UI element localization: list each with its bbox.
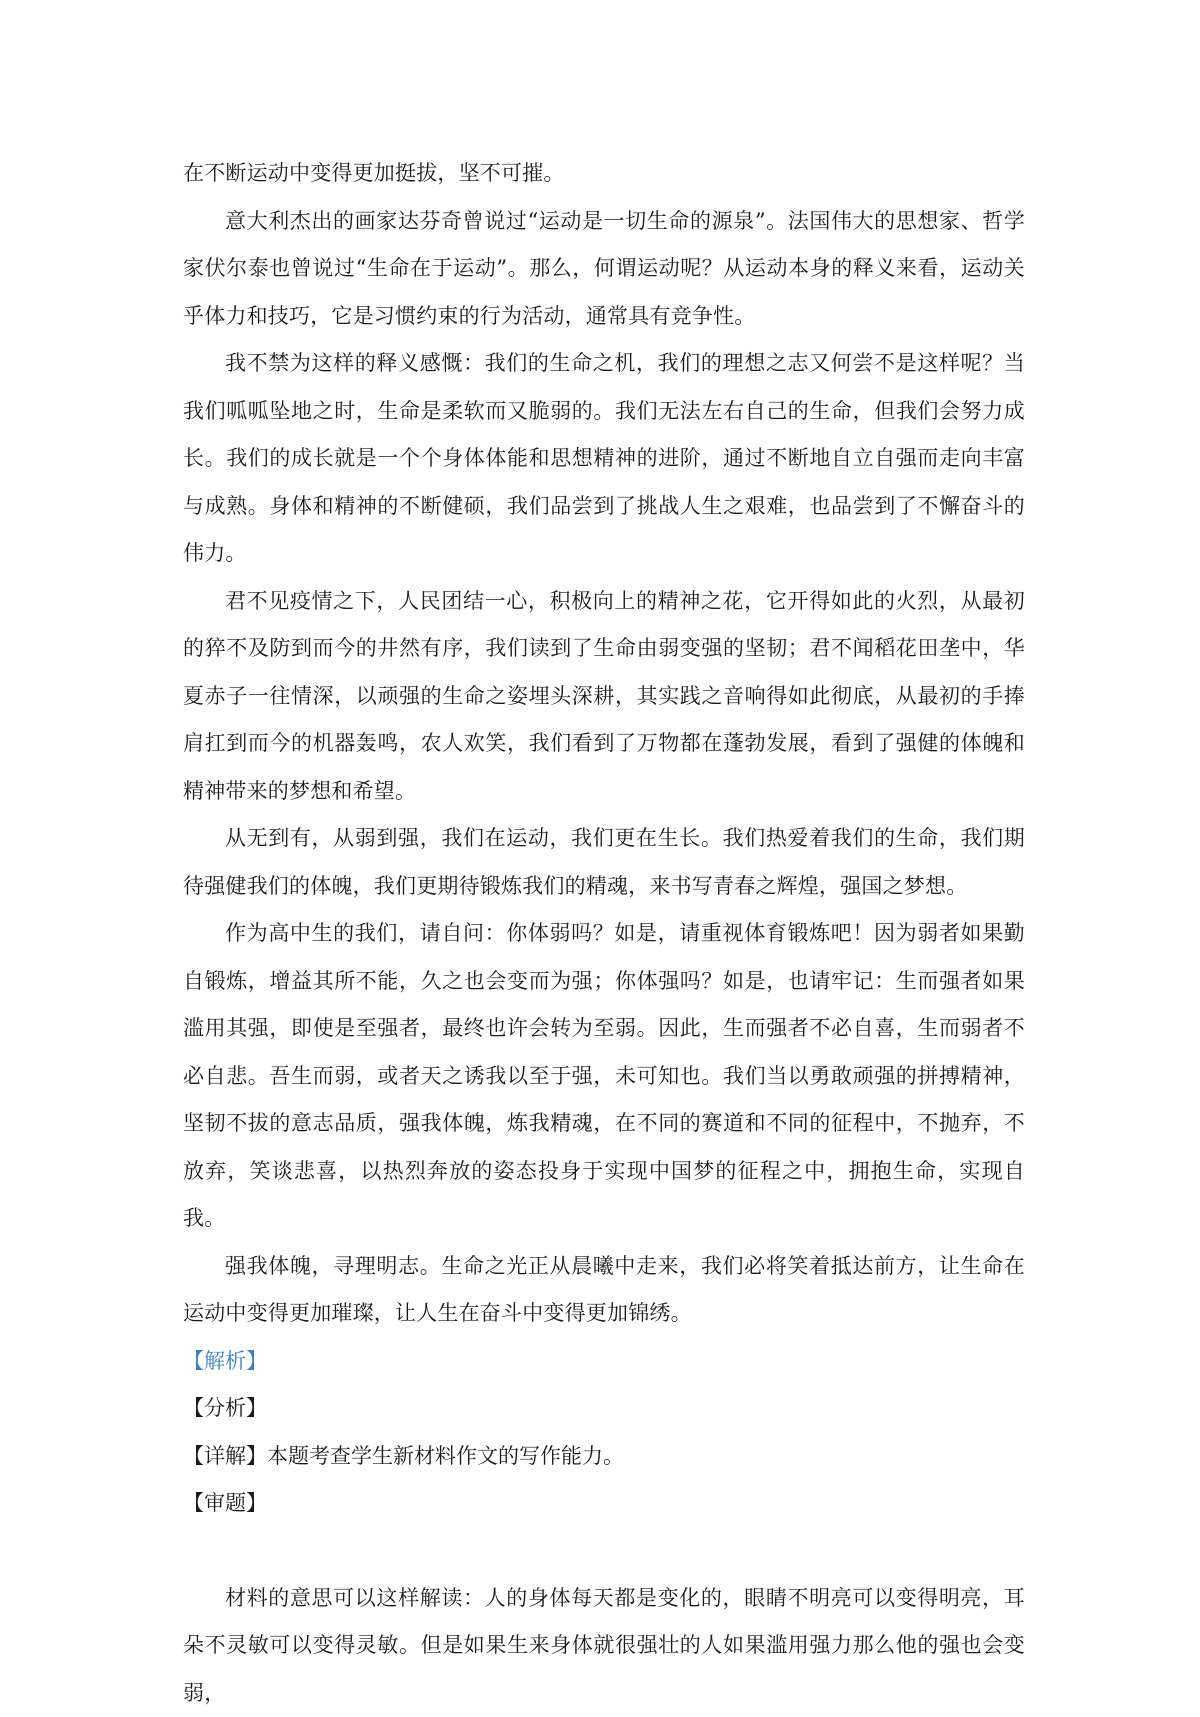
paragraph-conclusion: 强我体魄，寻理明志。生命之光正从晨曦中走来，我们必将笑着抵达前方，让生命在运动中变得更加璀璨，让人生在奋斗中变得更加锦绣。 — [183, 1243, 1025, 1338]
label-shenti: 【审题】 — [183, 1480, 1025, 1528]
paragraph-students: 作为高中生的我们，请自问：你体弱吗？如是，请重视体育锻炼吧！因为弱者如果勤自锻炼，增益其所不能，久之也会变而为强；你体强吗？如是，也请牢记：生而强者如果滥用其强，即使是至强者，最终也许会转为至弱。因此，生而强者不必自喜，生而弱者不必自悲。吾生而弱，或者天之诱我以至于强，未可知也。我们当以勇敢顽强的拼搏精神，坚韧不拔的意志品质，强我体魄，炼我精魂，在不同的赛道和不同的征程中，不抛弃，不放弃，笑谈悲喜，以热烈奔放的姿态投身于实现中国梦的征程之中，拥抱生命，实现自我。 — [183, 910, 1025, 1243]
paragraph-davinci: 意大利杰出的画家达芬奇曾说过“运动是一切生命的源泉”。法国伟大的思想家、哲学家伏尔泰也曾说过“生命在于运动”。那么，何谓运动呢？从运动本身的释义来看，运动关乎体力和技巧，它是习惯约束的行为活动，通常具有竞争性。 — [183, 198, 1025, 341]
paragraph-pandemic: 君不见疫情之下，人民团结一心，积极向上的精神之花，它开得如此的火烈，从最初的猝不及防到而今的井然有序，我们读到了生命由弱变强的坚韧；君不闻稻花田垄中，华夏赤子一往情深，以顽强的生命之姿埋头深耕，其实践之音响得如此彻底，从最初的手捧肩扛到而今的机器轰鸣，农人欢笑，我们看到了万物都在蓬勃发展，看到了强健的体魄和精神带来的梦想和希望。 — [183, 578, 1025, 816]
label-fenxi: 【分析】 — [183, 1385, 1025, 1433]
document-body — [183, 150, 1025, 1717]
paragraph-continuation: 在不断运动中变得更加挺拔，坚不可摧。 — [183, 150, 1025, 198]
label-jiexi: 【解析】 — [183, 1338, 1025, 1386]
paragraph-growth: 从无到有，从弱到强，我们在运动，我们更在生长。我们热爱着我们的生命，我们期待强健我们的体魄，我们更期待锻炼我们的精魂，来书写青春之辉煌，强国之梦想。 — [183, 815, 1025, 910]
spacer — [183, 1528, 1025, 1575]
paragraph-material-analysis: 材料的意思可以这样解读：人的身体每天都是变化的，眼睛不明亮可以变得明亮，耳朵不灵敏可以变得灵敏。但是如果生来身体就很强壮的人如果滥用强力那么他的强也会变弱， — [183, 1575, 1025, 1717]
label-xiangjie: 【详解】本题考查学生新材料作文的写作能力。 — [183, 1433, 1025, 1481]
paragraph-reflection: 我不禁为这样的释义感慨：我们的生命之机，我们的理想之志又何尝不是这样呢？当我们呱呱坠地之时，生命是柔软而又脆弱的。我们无法左右自己的生命，但我们会努力成长。我们的成长就是一个个身体体能和思想精神的进阶，通过不断地自立自强而走向丰富与成熟。身体和精神的不断健硕，我们品尝到了挑战人生之艰难，也品尝到了不懈奋斗的伟力。 — [183, 340, 1025, 578]
